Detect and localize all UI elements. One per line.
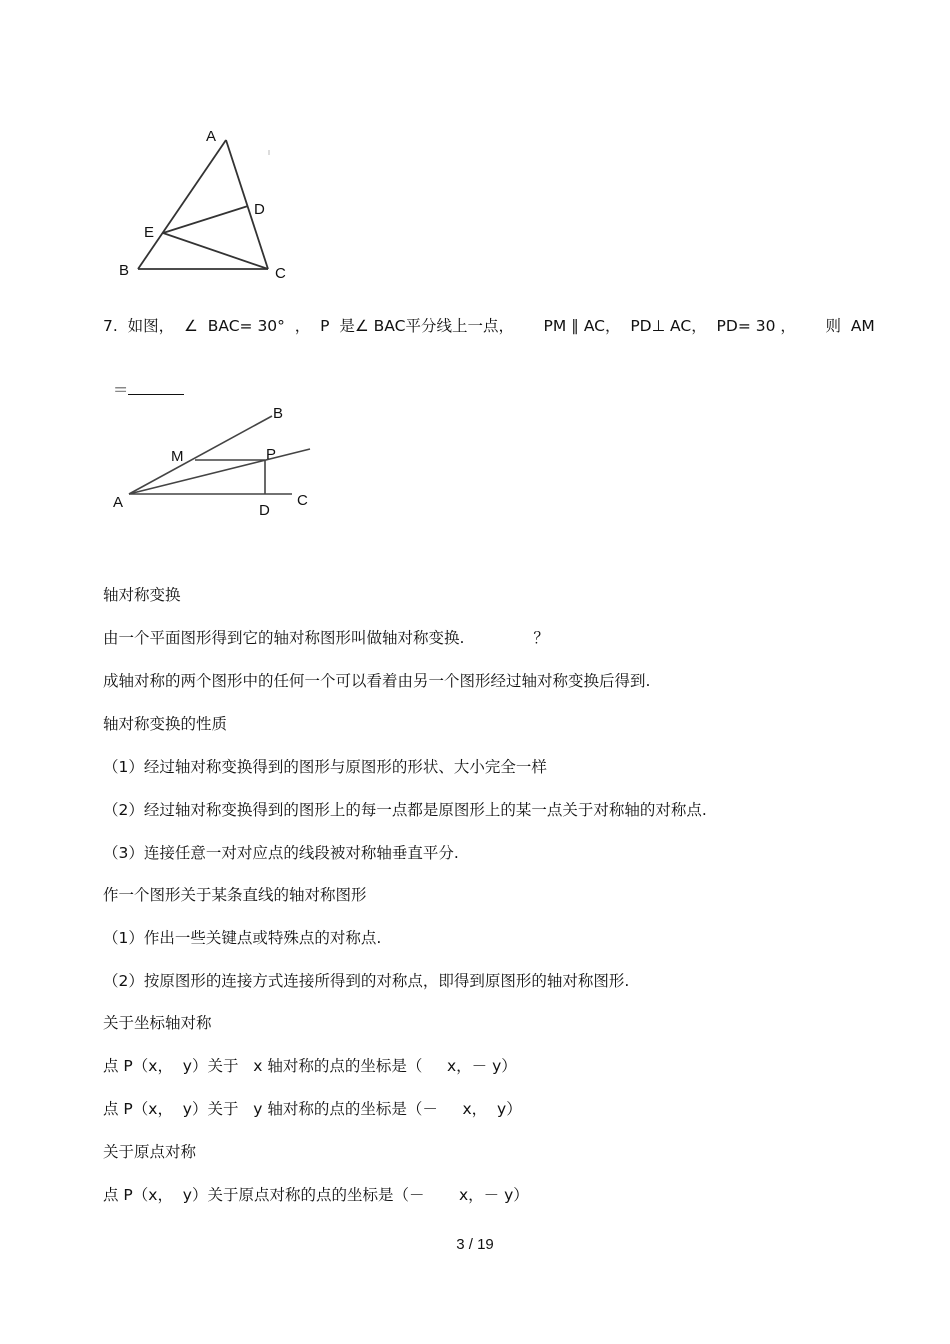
question-7-line-1: 7. 如图， ∠ BAC= 30° ， P 是∠ BAC平分线上一点， PM ∥ AC， PD⊥ AC， PD= 30 ， 则 AM [103,317,875,335]
heading-origin-symmetry: 关于原点对称 [103,1143,197,1161]
label-c: C [275,265,286,282]
property-2: （2）经过轴对称变换得到的图形上的每一点都是原图形上的某一点关于对称轴的对称点. [103,801,707,819]
label-a: A [206,128,217,145]
label-a: A [113,494,124,511]
definition-line: 由一个平面图形得到它的轴对称图形叫做轴对称变换. ？ [103,629,549,647]
segment-ec [163,233,268,269]
label-c: C [297,492,308,509]
construct-step-2: （2）按原图形的连接方式连接所得到的对称点，即得到原图形的轴对称图形. [103,972,630,990]
ray-ab [129,416,272,494]
label-p: P [266,446,277,463]
label-b: B [273,405,284,422]
label-b: B [119,262,130,279]
heading-axis-symmetry: 关于坐标轴对称 [103,1014,212,1032]
page-number: 3 / 19 [456,1236,494,1253]
answer-blank [128,380,184,395]
property-1: （1）经过轴对称变换得到的图形与原图形的形状、大小完全一样 [103,758,547,776]
label-e: E [144,224,155,241]
label-m: M [171,448,184,465]
question-7-equals: ＝ [112,381,129,399]
x-axis-symmetry-rule: 点 P（x， y）关于 x 轴对称的点的坐标是（ x，－ y） [103,1057,517,1075]
heading-construct: 作一个图形关于某条直线的轴对称图形 [103,886,367,904]
label-d: D [254,201,265,218]
triangle-figure-1 [100,120,300,290]
origin-symmetry-rule: 点 P（x， y）关于原点对称的点的坐标是（－ x，－ y） [103,1186,529,1204]
angle-bisector-figure [100,398,330,523]
explanation-line: 成轴对称的两个图形中的任何一个可以看着由另一个图形经过轴对称变换后得到. [103,672,651,690]
construct-step-1: （1）作出一些关键点或特殊点的对称点. [103,929,382,947]
segment-ed [163,206,248,233]
heading-axial-symmetry-transform: 轴对称变换 [103,586,181,604]
bisector-ap [129,449,310,494]
question-7-line-2 [103,360,184,400]
y-axis-symmetry-rule: 点 P（x， y）关于 y 轴对称的点的坐标是（－ x， y） [103,1100,522,1118]
property-3: （3）连接任意一对对应点的线段被对称轴垂直平分. [103,844,459,862]
heading-properties: 轴对称变换的性质 [103,715,228,733]
label-d: D [259,502,270,519]
